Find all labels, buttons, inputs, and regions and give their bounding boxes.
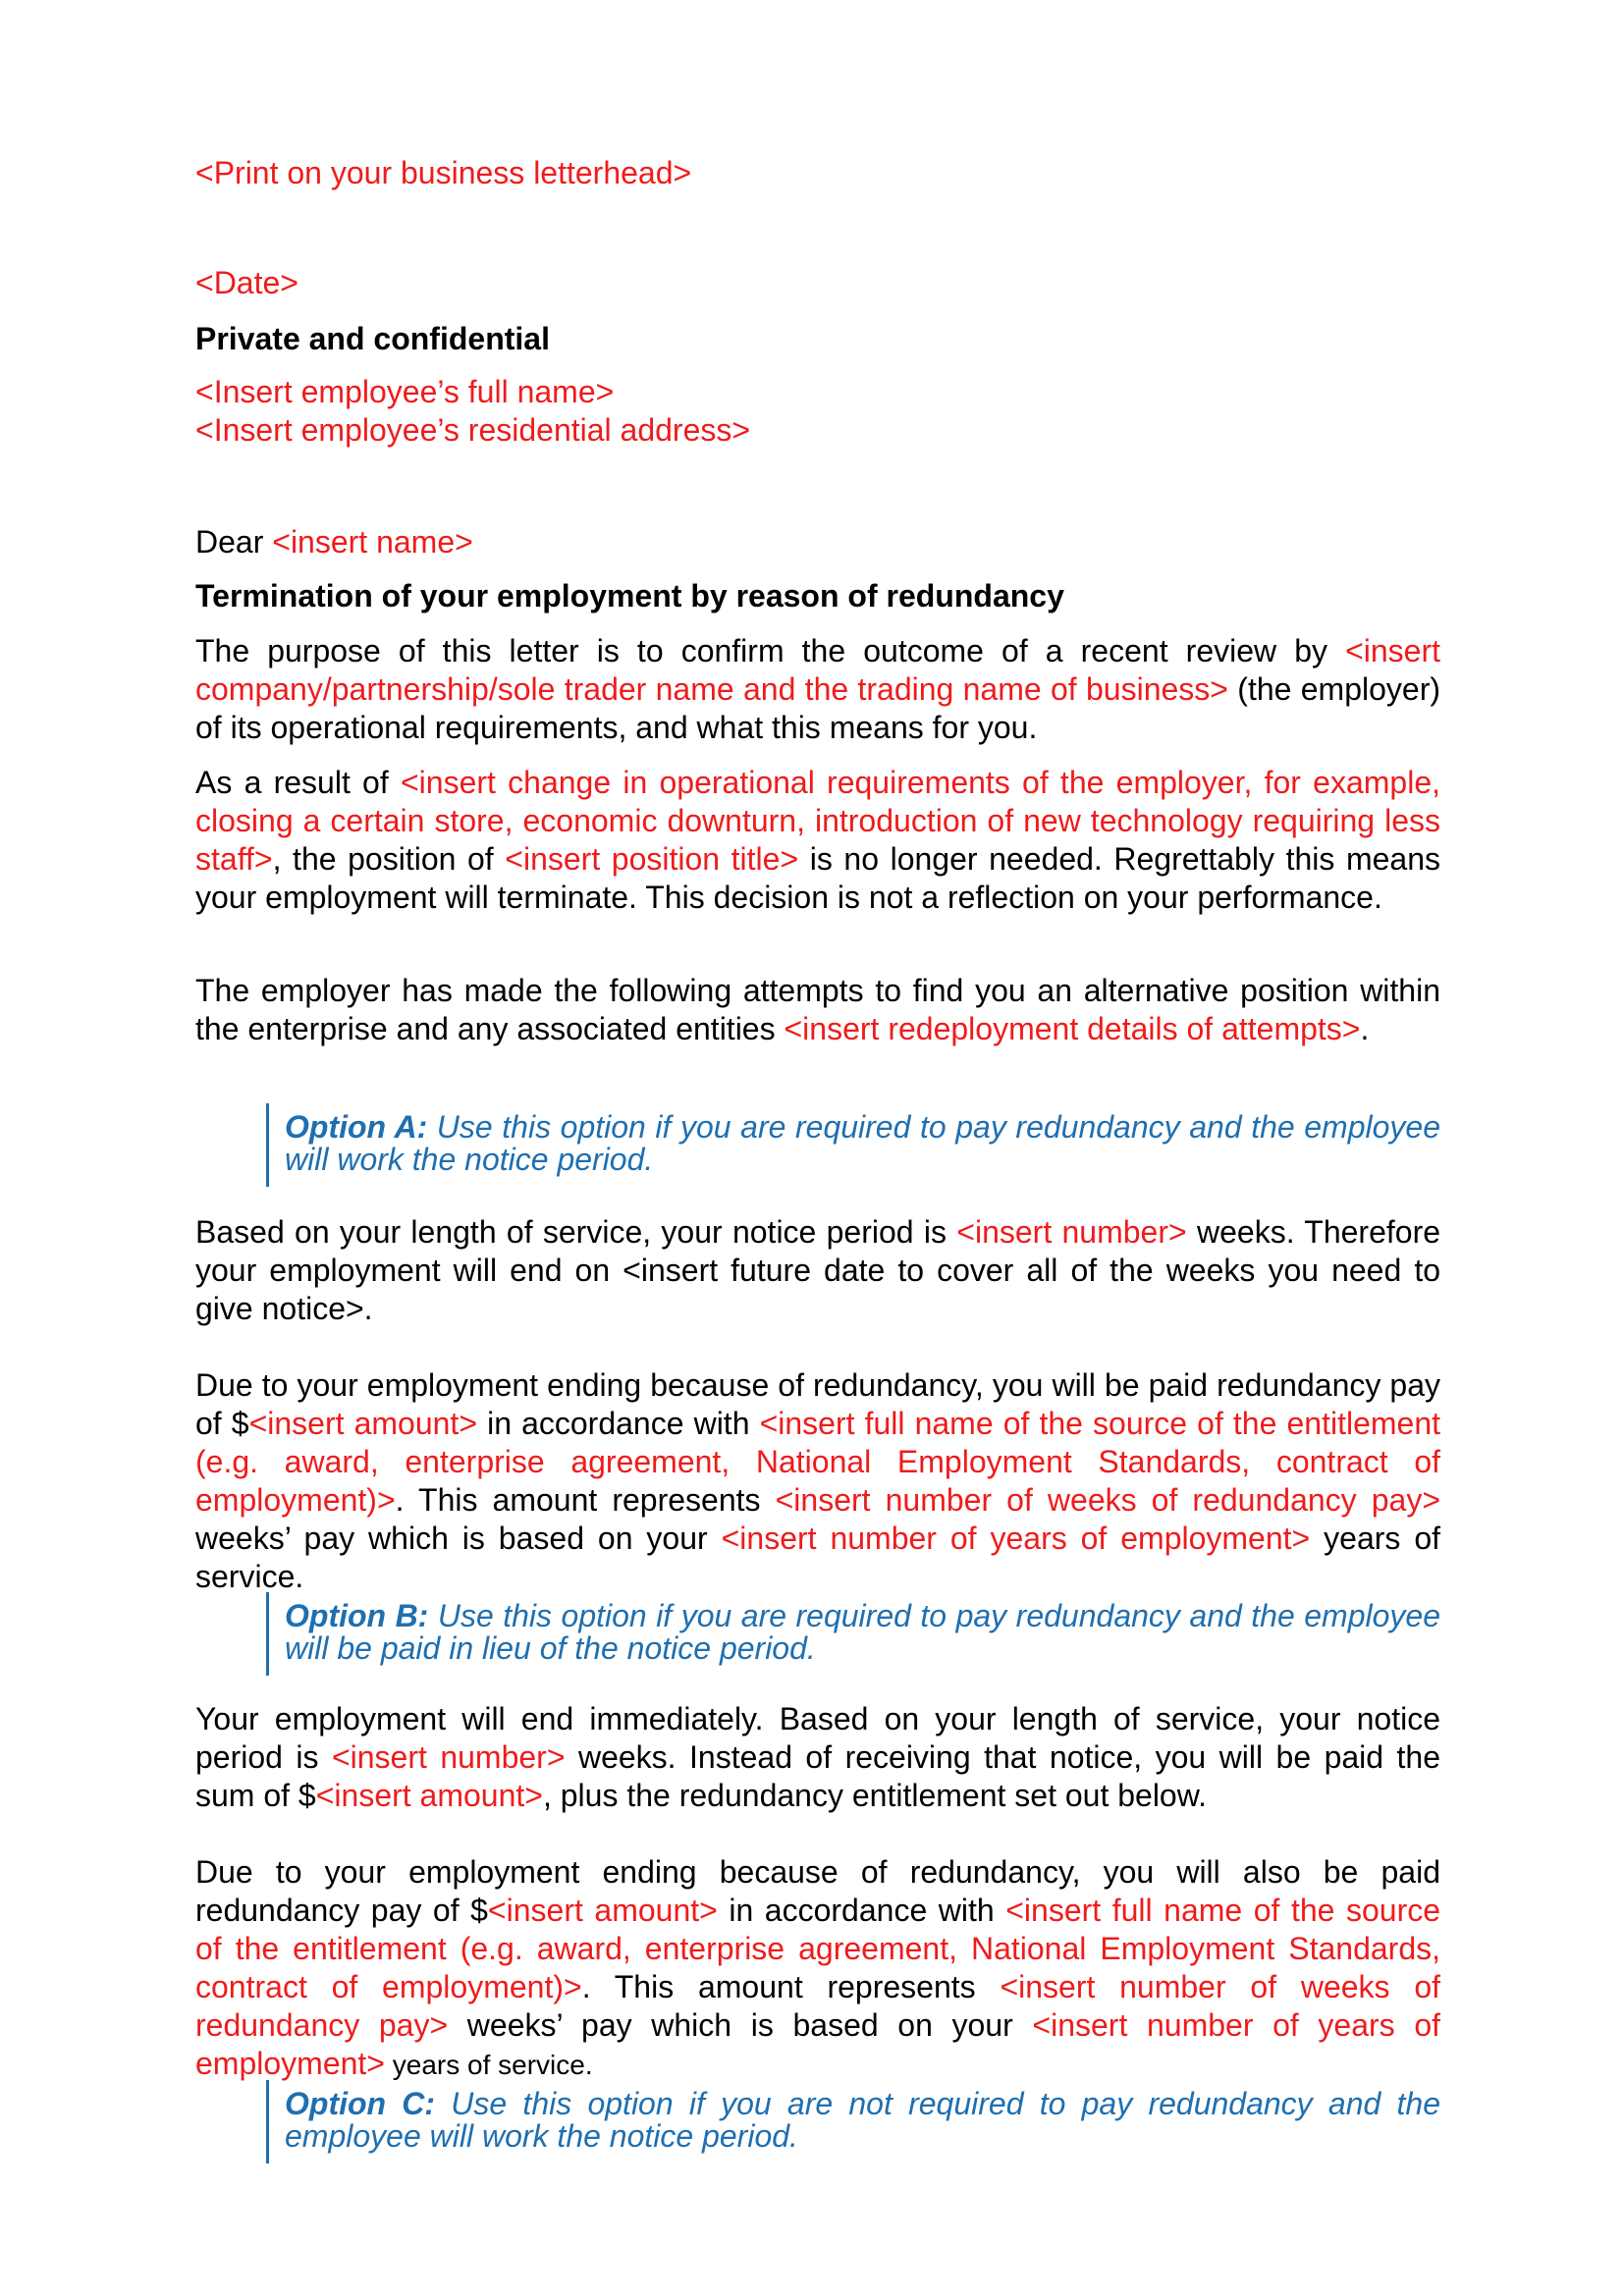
paragraph-text: weeks’ pay which is based on your xyxy=(448,2007,1033,2043)
paragraph-pay-in-lieu xyxy=(195,1700,1440,1815)
recipient-block xyxy=(195,373,750,450)
placeholder-text: <insert number> xyxy=(956,1214,1187,1250)
placeholder-text: <insert number of weeks of redundancy pay> xyxy=(195,1969,1441,2043)
placeholder-text: <insert number> xyxy=(331,1739,566,1775)
option-a-label: Option A: xyxy=(285,1109,428,1145)
option-b-text: Use this option if you are required to pay redundancy and the employee will be paid in lieu of the notice period. xyxy=(285,1598,1441,1666)
paragraph-text: is no longer needed. Regrettably this means your employment will terminate. This decision is not a reflection on your performance. xyxy=(195,841,1441,915)
placeholder-text: <insert amount> xyxy=(248,1406,477,1441)
paragraph-text: in accordance with xyxy=(477,1406,760,1441)
placeholder-text: <insert amount> xyxy=(315,1778,543,1813)
placeholder-text: <insert amount> xyxy=(487,1893,718,1928)
subject-heading: Termination of your employment by reason of redundancy xyxy=(195,578,1064,614)
option-b-note xyxy=(266,1592,1440,1676)
placeholder-text: <insert company/partnership/sole trader name and the trading name of business> xyxy=(195,633,1440,707)
salutation-text: Dear xyxy=(195,524,273,560)
paragraph-redundancy-pay xyxy=(195,1366,1440,1596)
salutation-name-placeholder: <insert name> xyxy=(272,524,473,560)
paragraph-redundancy-pay-also xyxy=(195,1853,1440,2084)
paragraph-text: Due to your employment ending because of redundancy, you will be paid redundancy pay of $ xyxy=(195,1367,1440,1441)
option-a-text: Use this option if you are required to pay redundancy and the employee will work the notice period. xyxy=(285,1109,1441,1177)
paragraph-text: Based on your length of service, your notice period is xyxy=(195,1214,957,1250)
paragraph-text: . This amount represents xyxy=(581,1969,1001,2004)
option-c-text: Use this option if you are not required to pay redundancy and the employee will work the notice period. xyxy=(285,2086,1441,2154)
paragraph-operational-change xyxy=(195,764,1440,917)
paragraph-text: years of service. xyxy=(384,2050,593,2080)
placeholder-text: <insert full name of the source of the entitlement (e.g. award, enterprise agreement, National Employment Standards, contract of employment)> xyxy=(195,1893,1441,2004)
employee-name-placeholder: <Insert employee’s full name> xyxy=(195,374,615,409)
paragraph-text: , the position of xyxy=(272,841,506,877)
placeholder-text: <insert number of years of employment> xyxy=(721,1521,1311,1556)
paragraph-text: (the employer) of its operational requirements, and what this means for you. xyxy=(195,671,1441,745)
placeholder-text: <insert number of years of employment> xyxy=(195,2007,1441,2081)
placeholder-text: <insert number of weeks of redundancy pay> xyxy=(775,1482,1441,1518)
placeholder-text: <insert position title> xyxy=(505,841,799,877)
paragraph-text: weeks. Therefore your employment will end on <insert future date to cover all of the weeks you need to give notice>. xyxy=(195,1214,1441,1326)
paragraph-text: years of service. xyxy=(195,1521,1441,1594)
option-c-note xyxy=(266,2080,1440,2163)
paragraph-text: weeks’ pay which is based on your xyxy=(195,1521,722,1556)
placeholder-text: <insert change in operational requirements of the employer, for example, closing a certain store, economic downturn, introduction of new technology requiring less staff> xyxy=(195,765,1441,877)
placeholder-text: <insert redeployment details of attempts> xyxy=(784,1011,1361,1046)
date-placeholder: <Date> xyxy=(195,265,298,300)
paragraph-text: . This amount represents xyxy=(395,1482,776,1518)
paragraph-text: in accordance with xyxy=(717,1893,1006,1928)
paragraph-notice-period xyxy=(195,1213,1440,1328)
option-b-label: Option B: xyxy=(285,1598,429,1633)
paragraph-text: weeks. Instead of receiving that notice, you will be paid the sum of $ xyxy=(195,1739,1441,1813)
letterhead-placeholder: <Print on your business letterhead> xyxy=(195,155,692,190)
paragraph-text: As a result of xyxy=(195,765,401,800)
paragraph-text: The purpose of this letter is to confirm the outcome of a recent review by xyxy=(195,633,1346,668)
option-c-label: Option C: xyxy=(285,2086,436,2121)
salutation xyxy=(195,522,473,561)
paragraph-text: Your employment will end immediately. Based on your length of service, your notice period is xyxy=(195,1701,1440,1775)
placeholder-text: <insert full name of the source of the entitlement (e.g. award, enterprise agreement, National Employment Standards, contract of employment)> xyxy=(195,1406,1440,1518)
paragraph-purpose xyxy=(195,632,1440,747)
paragraph-text: , plus the redundancy entitlement set out below. xyxy=(542,1778,1207,1813)
paragraph-text: The employer has made the following attempts to find you an alternative position within the enterprise and any associated entities xyxy=(195,973,1440,1046)
paragraph-text: Due to your employment ending because of redundancy, you will also be paid redundancy pay of $ xyxy=(195,1854,1440,1928)
letter-page xyxy=(195,0,1440,2296)
paragraph-redeployment xyxy=(195,972,1440,1048)
confidential-heading: Private and confidential xyxy=(195,321,550,356)
option-a-note xyxy=(266,1103,1440,1187)
employee-address-placeholder: <Insert employee’s residential address> xyxy=(195,412,751,448)
paragraph-text: . xyxy=(1360,1011,1370,1046)
